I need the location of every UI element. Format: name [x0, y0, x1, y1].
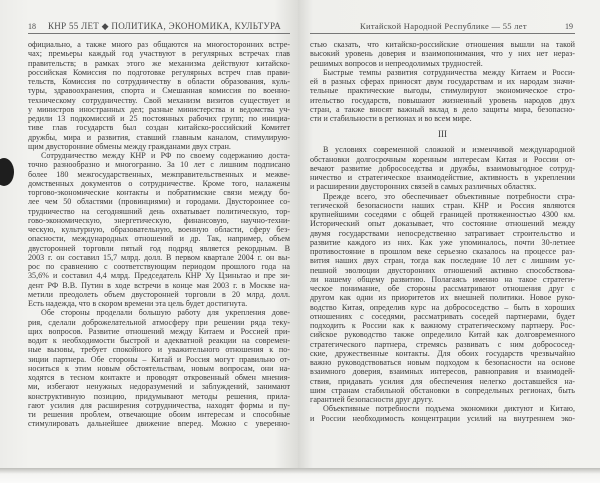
- page-body: [28, 40, 290, 429]
- text-line: крупнейшими соседями с общей границей протяженностью 4300 км.: [310, 210, 575, 219]
- text-line: правительств; в рамках этого же механизма действуют китайско-: [28, 58, 290, 68]
- text-line: тельств, Комиссия по сотрудничеству в области образования, куль-: [28, 77, 290, 86]
- page-bottom-edge: [0, 468, 600, 483]
- text-line: стратегического партнера, стремясь развивать с ним добрососед-: [310, 339, 575, 349]
- text-line: и расширении двусторонних связей в самых различных областях.: [310, 182, 537, 192]
- text-line: зиции партнера. Обе стороны – Китай и Россия могут правильно от-: [28, 354, 290, 364]
- text-line: развитие каждого из них. Как уже упоминалось, почти 30-летнее: [310, 237, 575, 247]
- paragraph: [28, 40, 290, 151]
- text-line: тиве глав государств был создан китайско-российский Комитет: [28, 123, 290, 133]
- text-line: метили преодолеть объем двусторонней торговли в 20 млрд. долл.: [28, 289, 290, 299]
- right-page: [298, 0, 600, 470]
- text-line: щих вопросов. Развитие отношений между Китаем и Россией при-: [28, 326, 290, 336]
- paragraph: [310, 40, 575, 68]
- text-line: ствия, придавать усилия для обеспечения нелегко доставшейся на-: [310, 376, 575, 386]
- paragraph: [310, 68, 575, 124]
- text-line: ходятся в тесном контакте и проводят откровенный обмен мнения-: [28, 373, 290, 382]
- text-line: Быстрые темпы развития сотрудничества между Китаем и Росси-: [323, 67, 575, 77]
- text-line: точно разнообразно и многогранно. За 10 лет с лишним подписано: [28, 160, 290, 170]
- text-line: рос по сравнению с соответствующим периодом прошлого года на: [28, 262, 290, 271]
- text-line: пешной эволюции двусторонних отношений активно способствова-: [310, 265, 575, 275]
- text-line: ли нашему общему развитию. Полагаясь именно на такое стратеги-: [310, 274, 575, 284]
- text-line: ные вызовы, требует спокойного и уважительного отношения к по-: [28, 345, 290, 355]
- text-line: Прежде всего, это обеспечивает объективные потребности стра-: [323, 191, 575, 201]
- text-line: чах; премьеры каждый год участвуют в регулярных встречах глав: [28, 49, 290, 59]
- text-line: гово-экономическую, энергетическую, финансовую, научно-техни-: [28, 215, 290, 225]
- text-line: ми, избегают ненужных недоразумений и заблуждений, занимают: [28, 382, 290, 392]
- text-line: стран, а также вносят важный вклад в дело защиты мира, безопасно-: [310, 104, 575, 114]
- scan-artifact: [0, 158, 14, 186]
- text-line: официально, а также много раз общаются на многосторонних встре-: [28, 40, 290, 49]
- text-line: российская Комиссия по подготовке регулярных встреч глав прави-: [28, 67, 290, 77]
- text-line: стью сказать, что китайско-российские отношения вышли на такой: [310, 40, 575, 49]
- text-line: трудничество на сегодняшний день охватывает политическую, тор-: [28, 206, 290, 216]
- text-line: Исторический опыт доказывает, что состояние отношений между: [310, 219, 575, 229]
- running-title: КНР 55 ЛЕТ ◆ ПОЛИТИКА, ЭКОНОМИКА, КУЛЬТУРА: [48, 21, 282, 31]
- text-line: подходить к России как к важному стратегическому партнеру. Рос-: [310, 321, 575, 330]
- text-line: ничество и стратегическое взаимодействие, активность в укреплении: [310, 173, 575, 182]
- text-block: [310, 40, 575, 123]
- text-line: Есть надежда, что в скором времени эта цель будет достигнута.: [28, 299, 248, 308]
- paragraph: [310, 404, 575, 423]
- text-line: рия, сделали доброжелательной атмосферу при решении ряда теку-: [28, 317, 290, 327]
- text-block: [310, 145, 575, 423]
- text-line: вития наших двух стран, тогда как последние 10 лет с лишним ус-: [310, 256, 575, 266]
- text-line: гают усилия для расширения сотрудничества, находят формы и пу-: [28, 400, 290, 410]
- text-line: у министров иностранных дел; разные министерства и ведомства уч-: [28, 104, 290, 114]
- text-line: водит к необходимости быстрой и адекватной реакции на современ-: [28, 336, 290, 345]
- text-line: домственных документов о сотрудничестве. Кроме того, налажены: [28, 178, 290, 188]
- text-line: двумя государствами непосредственно затрагивает строительство и: [310, 228, 575, 238]
- text-line: 2003 г. он составил 15,7 млрд. долл. В первом квартале 2004 г. он вы-: [28, 252, 290, 262]
- running-header-left: [28, 21, 290, 34]
- text-line: отношениях с соседями, рассматривать соседей партнерами, будет: [310, 311, 575, 321]
- text-line: ительство государств, повышают жизненный уровень народов двух: [310, 95, 575, 105]
- page-body: [310, 40, 575, 423]
- text-line: дружбы, мира и развития, ставший главным каналом, стимулирую-: [28, 132, 290, 142]
- text-line: противостояние в прошлом веке серьезно сказалось на процессе раз-: [310, 247, 575, 256]
- text-line: более 180 межгосударственных, межправительственных и межве-: [28, 169, 290, 179]
- text-line: тегической безопасности наших стран. КНР и Россия являются: [310, 200, 575, 210]
- text-line: сти и стабильности в регионах и во всем мире.: [310, 114, 472, 123]
- text-line: дент РФ В.В. Путин в ходе встречи в конце мая 2003 г. в Москве на-: [28, 280, 290, 290]
- text-line: техническому сотрудничеству. Свой механизм визитов существует и: [28, 95, 290, 105]
- text-line: ей в разных сферах приносят двум государствам и их народам значи-: [310, 77, 575, 86]
- text-line: другом как одни из приоритетов их внешней политики. Новое руко-: [310, 293, 575, 303]
- text-line: ские, дружественные контакты. Для обоих государств чрезвычайно: [310, 348, 575, 358]
- text-line: конструктивную позицию, придумывают методы решения, прила-: [28, 391, 290, 401]
- text-line: двусторонней торговли пятый год подряд является рекордным. В: [28, 243, 290, 253]
- text-line: редили 13 подкомиссий и 25 постоянных рабочих групп; по инициа-: [28, 114, 290, 123]
- paragraph: [310, 192, 575, 405]
- text-line: стимулировать дальнейшее движение вперед. Можно с уверенно-: [28, 419, 290, 429]
- text-line: взаимного доверия, взаимных интересов, равноправия и взаимодей-: [310, 367, 575, 377]
- text-line: шим странам стабильной обстановки в сопредельных регионах, быть: [310, 385, 575, 395]
- section-heading: III: [438, 129, 447, 140]
- text-line: и России необходимость концентрации усилий на внутреннем эко-: [310, 413, 575, 423]
- text-line: гарантией безопасности друг другу.: [310, 395, 434, 404]
- text-line: тельные практические выгоды, стимулируют экономическое стро-: [310, 86, 575, 96]
- text-line: носиться к этим новым обстоятельствам, новым вопросам, они на-: [28, 363, 290, 373]
- running-title: Китайской Народной Республике — 55 лет: [360, 21, 527, 31]
- page-number: 19: [565, 22, 573, 31]
- text-line: сийское руководство также определило Китай как долговременного: [310, 330, 575, 340]
- text-line: ческое понимание, обе стороны рассматривают отношения друг с: [310, 284, 575, 293]
- paragraph: [28, 308, 290, 428]
- text-line: Объективные потребности подъема экономики диктуют и Китаю,: [323, 404, 575, 414]
- text-line: ти решения проблем, отвечающие обоим интересам и способные: [28, 410, 290, 419]
- text-line: водство Китая, определив курс на добрососедство – быть в хороших: [310, 302, 575, 312]
- text-line: решимых вопросов и непреодолимых трудностей.: [310, 58, 483, 68]
- text-line: ческую, культурную, образовательную, военную области, сферу без-: [28, 225, 290, 234]
- page-number: 18: [28, 22, 36, 31]
- text-line: важно руководствоваться новым подходом к безопасности на основе: [310, 358, 575, 367]
- text-line: вечают развитие добрососедства и дружбы, взаимовыгодное сотруд-: [310, 163, 575, 173]
- text-line: 35,6% и составил 4,4 млрд. Председатель КНР Ху Цзиньтао и пре зи-: [28, 271, 290, 281]
- running-header-right: [310, 21, 575, 34]
- text-line: Сотрудничество между КНР и РФ по своему содержанию доста-: [41, 151, 290, 160]
- text-line: опасности, международных отношений и др. Так, например, объем: [28, 234, 290, 244]
- text-line: туры, здравоохранения, спорта и Смешанная комиссия по военно-: [28, 86, 290, 96]
- text-line: торгово-экономические контакты и побратимские связи между бо-: [28, 188, 290, 197]
- text-line: Обе стороны проделали большую работу для укрепления дове-: [41, 308, 290, 318]
- text-line: высокий уровень доверия и взаимопонимания, что у них нет нераз-: [310, 49, 575, 59]
- left-page: [0, 0, 298, 470]
- paragraph: [28, 151, 290, 308]
- text-line: обстановки долгосрочным коренным интересам Китая и России от-: [310, 154, 575, 164]
- text-line: щим двусторонние обмены между гражданами двух стран.: [28, 141, 231, 151]
- text-line: В условиях современной сложной и изменчивой международной: [323, 145, 575, 155]
- text-line: лее чем 50 областями (провинциями) и городами. Двустороннее со-: [28, 197, 290, 207]
- paragraph: [310, 145, 575, 191]
